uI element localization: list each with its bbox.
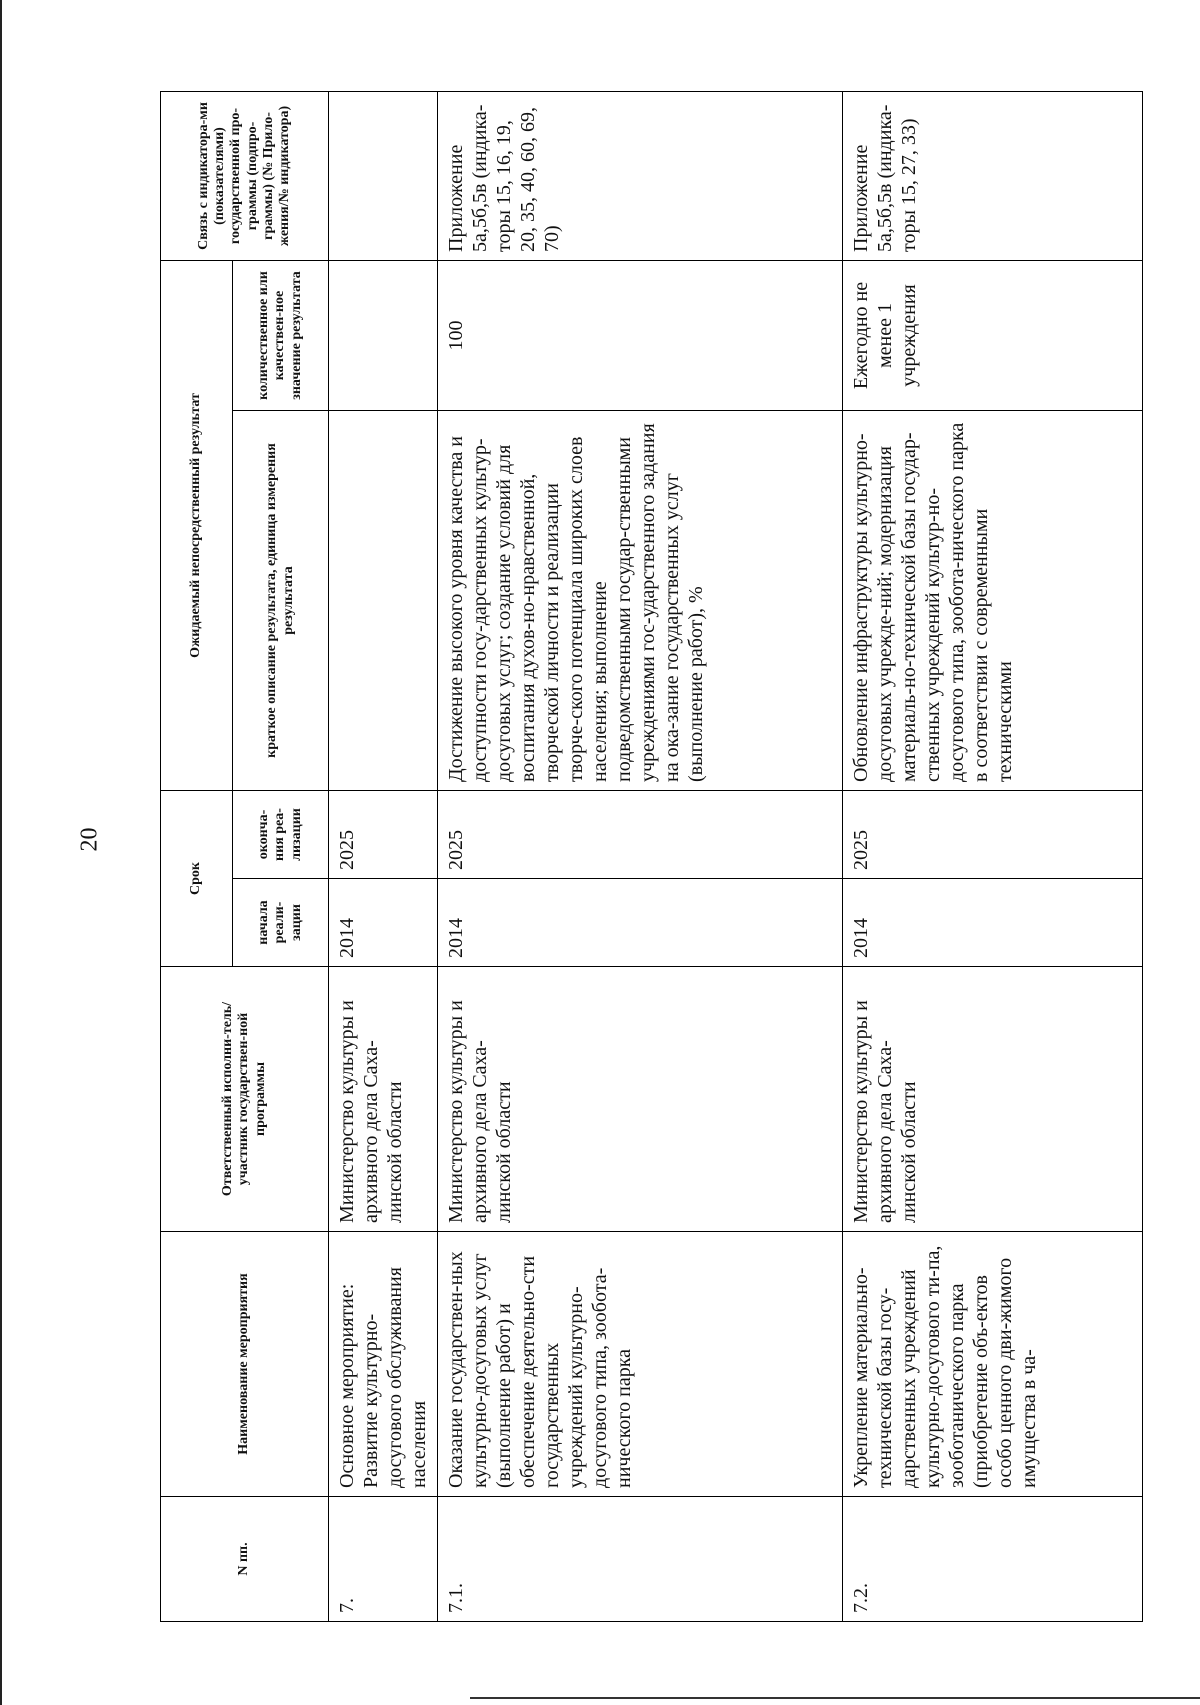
row-start: 2014 (843, 879, 1143, 967)
program-table (160, 91, 1143, 1622)
page-number: 20 (76, 827, 103, 852)
row-num: 7.1. (438, 1497, 843, 1622)
header-term: Срок (161, 791, 233, 967)
header-result: Ожидаемый непосредственный результат (161, 261, 233, 791)
header-term-start: начала реали-зации (233, 879, 329, 967)
row-link: Приложение 5а,5б,5в (индика-торы 15, 16, 19, 20, 35, 40, 60, 69, 70) (438, 92, 843, 261)
row-desc: Достижение высокого уровня качества и доступности госу-дарственных культур-досуговых услуг; создание условий для воспитания духов-но-нравственной, творческой личности и реализации творче-ского потенциала широких слоев населения; выполнение подведомственными государ-ственными учреждениями гос-ударственного задания на ока-зание государственных услуг (выполнение работ), % (438, 411, 843, 791)
row-desc (329, 411, 438, 791)
row-desc: Обновление инфраструктуры культурно-досуговых учрежде-ний; модернизация материаль-но-технической базы государ-ственных учреждений культур-но-досугового типа, зообота-нического парка в соответствии с современными техническими (843, 411, 1143, 791)
header-name: Наименование мероприятия (161, 1232, 329, 1497)
row-value: 100 (438, 261, 843, 411)
row-num: 7.2. (843, 1497, 1143, 1622)
row-value (329, 261, 438, 411)
row-start: 2014 (438, 879, 843, 967)
row-end: 2025 (843, 791, 1143, 879)
row-name: Основное мероприятие: Развитие культурно-досугового обслуживания населения (329, 1232, 438, 1497)
row-executor: Министерство культуры и архивного дела Саха-линской области (843, 967, 1143, 1232)
row-end: 2025 (438, 791, 843, 879)
rotated-table-container (160, 92, 1200, 1622)
row-num: 7. (329, 1497, 438, 1622)
left-edge-line (0, 0, 2, 1705)
row-link: Приложение 5а,5б,5в (индика-торы 15, 27, 33) (843, 92, 1143, 261)
table-row (329, 92, 438, 1622)
row-value: Ежегодно не менее 1 учреждения (843, 261, 1143, 411)
row-name: Укрепление материально-технической базы госу-дарственных учреждений культурно-досугового ти-па, зооботанического парка (приобретение объ-ектов особо ценного дви-жимого имущества в ча- (843, 1232, 1143, 1497)
row-end: 2025 (329, 791, 438, 879)
header-link: Связь с индикатора-ми (показателями) государственной про-граммы (подпро-граммы) (№ Прило-жения/№ индикатора) (161, 92, 329, 261)
row-name: Оказание государствен-ных культурно-досуговых услуг (выполнение работ) и обеспечение деятельно-сти государственных учреждений культурно-досугового типа, зообота-нического парка (438, 1232, 843, 1497)
header-term-end: оконча-ния реа-лизации (233, 791, 329, 879)
header-result-value: количественное или качествен-ное значение результата (233, 261, 329, 411)
header-executor: Ответственный исполни-тель/участник государствен-ной программы (161, 967, 329, 1232)
table-row (438, 92, 843, 1622)
row-start: 2014 (329, 879, 438, 967)
row-executor: Министерство культуры и архивного дела Саха-линской области (329, 967, 438, 1232)
table-row (843, 92, 1143, 1622)
bottom-edge-line (470, 1697, 1200, 1699)
row-link (329, 92, 438, 261)
header-result-desc: краткое описание результата, единица измерения результата (233, 411, 329, 791)
row-executor: Министерство культуры и архивного дела Саха-линской области (438, 967, 843, 1232)
header-num: N пп. (161, 1497, 329, 1622)
